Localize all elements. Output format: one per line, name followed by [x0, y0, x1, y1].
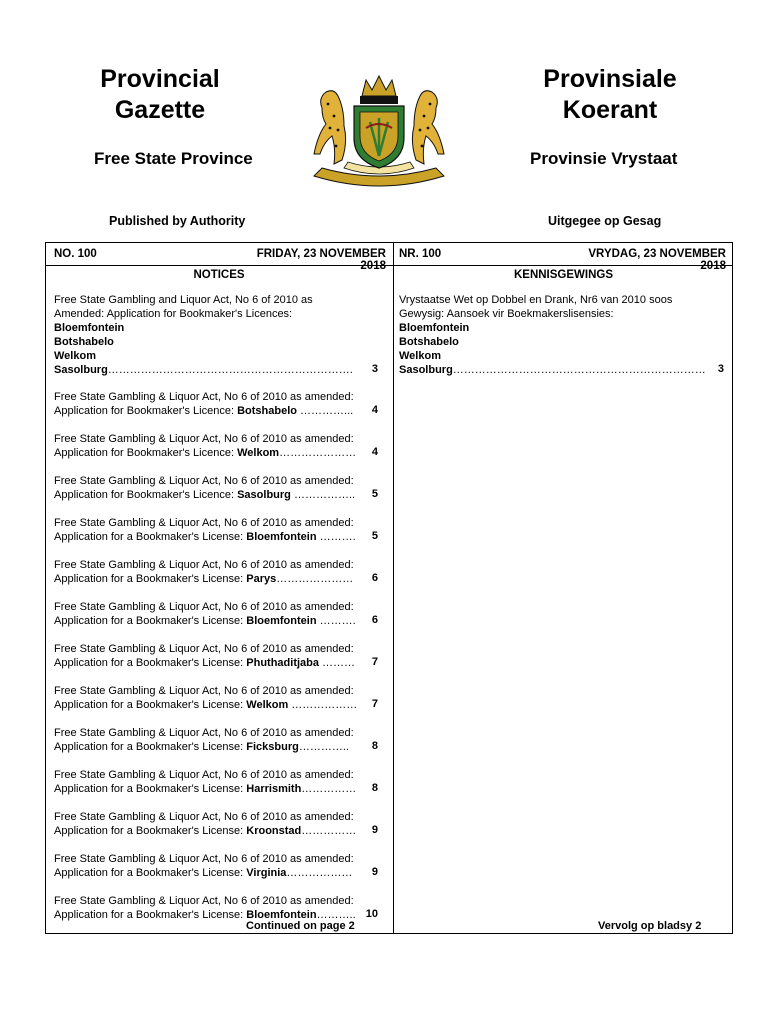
- leader-dots: ………..: [316, 909, 356, 921]
- kennisgewing-first-last-town: Sasolburg: [399, 364, 453, 376]
- left-issue-date: FRIDAY, 23 NOVEMBER 2018: [256, 248, 386, 272]
- notice-entry: [54, 726, 354, 754]
- notice-entry: [54, 558, 354, 586]
- left-title-line1: Provincial: [100, 65, 220, 93]
- notice-town: Ficksburg: [246, 741, 299, 753]
- notice-title-line: Free State Gambling & Liquor Act, No 6 of 2010 as amended:: [54, 433, 354, 445]
- notice-page-number: 5: [371, 488, 378, 500]
- notice-first: [54, 293, 384, 377]
- notice-title-line: Free State Gambling & Liquor Act, No 6 of 2010 as amended:: [54, 769, 354, 781]
- notice-application-line: [54, 572, 354, 586]
- notice-title-line: Free State Gambling & Liquor Act, No 6 of 2010 as amended:: [54, 475, 354, 487]
- leader-dots: ……………: [301, 783, 357, 795]
- leader-dots: …………………: [276, 573, 354, 585]
- notice-town: Kroonstad: [246, 825, 302, 837]
- left-title: [80, 64, 240, 126]
- left-authority: Published by Authority: [109, 214, 246, 228]
- kennisgewing-first-line1: Vrystaatse Wet op Dobbel en Drank, Nr6 van 2010 soos: [399, 294, 673, 306]
- column-divider: [393, 242, 394, 934]
- notice-application-line: [54, 488, 354, 502]
- notice-prefix: Application for Bookmaker's Licence:: [54, 405, 238, 417]
- notice-entry: [54, 390, 354, 418]
- notice-first-town: Bloemfontein: [54, 322, 125, 334]
- notice-entry: [54, 810, 357, 838]
- notice-application-line: [54, 740, 354, 754]
- right-authority: Uitgegee op Gesag: [548, 214, 662, 228]
- notice-application-line: [54, 698, 358, 712]
- kennisgewing-first-page: 3: [717, 363, 724, 375]
- notice-prefix: Application for a Bookmaker's License:: [54, 699, 247, 711]
- notice-prefix: Application for a Bookmaker's License:: [54, 909, 247, 921]
- notice-page-number: 6: [371, 614, 378, 626]
- leader-dots: ………………: [286, 867, 353, 879]
- notice-entry: [54, 642, 354, 670]
- notice-prefix: Application for Bookmaker's Licence:: [54, 489, 238, 501]
- leader-dots: …………...: [297, 405, 354, 417]
- right-province: Provinsie Vrystaat: [530, 149, 678, 168]
- notice-title-line: Free State Gambling & Liquor Act, No 6 of 2010 as amended:: [54, 559, 354, 571]
- leader-dots: ………………: [288, 699, 358, 711]
- notice-first-town: Botshabelo: [54, 336, 114, 348]
- notice-page-number: 10: [365, 908, 378, 920]
- kennisgewing-first: [399, 293, 724, 377]
- notice-title-line: Free State Gambling & Liquor Act, No 6 of 2010 as amended:: [54, 643, 354, 655]
- leader-dots: ………: [319, 657, 356, 669]
- kennisgewing-first-town: Bloemfontein: [399, 322, 470, 334]
- notice-prefix: Application for a Bookmaker's License:: [54, 867, 247, 879]
- notice-prefix: Application for Bookmaker's Licence:: [54, 447, 238, 459]
- notice-town: Harrismith: [246, 783, 302, 795]
- notice-entry: [54, 852, 354, 880]
- notice-title-line: Free State Gambling & Liquor Act, No 6 of 2010 as amended:: [54, 601, 354, 613]
- notice-town: Parys: [246, 573, 277, 585]
- notice-town: Bloemfontein: [246, 909, 317, 921]
- coat-of-arms-icon: [304, 68, 454, 198]
- notice-first-line2: Amended: Application for Bookmaker's Licences:: [54, 308, 293, 320]
- notice-first-page: 3: [371, 363, 378, 375]
- notice-town: Bloemfontein: [246, 531, 317, 543]
- notice-prefix: Application for a Bookmaker's License:: [54, 741, 247, 753]
- notice-page-number: 6: [371, 572, 378, 584]
- notice-title-line: Free State Gambling & Liquor Act, No 6 of 2010 as amended:: [54, 895, 354, 907]
- notices-heading: NOTICES: [193, 269, 245, 281]
- notice-first-town: Welkom: [54, 350, 96, 362]
- notice-town: Bloemfontein: [246, 615, 317, 627]
- notice-prefix: Application for a Bookmaker's License:: [54, 531, 247, 543]
- leader-dots: ……………..: [290, 489, 356, 501]
- leader-dots: …………..: [298, 741, 349, 753]
- notice-title-line: Free State Gambling & Liquor Act, No 6 of 2010 as amended:: [54, 727, 354, 739]
- notice-page-number: 9: [371, 866, 378, 878]
- notice-application-line: [54, 446, 357, 460]
- notice-title-line: Free State Gambling & Liquor Act, No 6 of 2010 as amended:: [54, 685, 354, 697]
- leader-dots: ………………………………………………………….: [107, 364, 353, 376]
- leader-dots: ……………………………………………………………: [452, 364, 706, 376]
- left-issue-number: NO. 100: [54, 248, 97, 260]
- notice-entry: [54, 474, 354, 502]
- leader-dots: ……….: [316, 531, 356, 543]
- notice-town: Virginia: [246, 867, 287, 879]
- notice-page-number: 9: [371, 824, 378, 836]
- notice-prefix: Application for a Bookmaker's License:: [54, 573, 247, 585]
- right-title: [520, 64, 700, 126]
- notice-first-last-line: [54, 363, 384, 377]
- notice-page-number: 4: [371, 446, 378, 458]
- kennisgewings-heading: KENNISGEWINGS: [513, 269, 614, 281]
- notice-town: Botshabelo: [237, 405, 297, 417]
- notice-entry: [54, 432, 357, 460]
- crest-crown: [362, 76, 396, 96]
- notice-page-number: 8: [371, 782, 378, 794]
- notice-prefix: Application for a Bookmaker's License:: [54, 615, 247, 627]
- leader-dots: …………………: [279, 447, 357, 459]
- notice-first-last-town: Sasolburg: [54, 364, 108, 376]
- left-title-line2: Gazette: [114, 96, 206, 124]
- right-issue-number: NR. 100: [399, 248, 442, 260]
- notice-page-number: 4: [371, 404, 378, 416]
- continued-right: Vervolg op bladsy 2: [598, 920, 702, 932]
- notice-entry: [54, 600, 354, 628]
- notice-title-line: Free State Gambling & Liquor Act, No 6 of 2010 as amended:: [54, 811, 354, 823]
- kennisgewing-first-last-line: [399, 363, 724, 377]
- kennisgewing-first-town: Botshabelo: [399, 336, 459, 348]
- notice-first-line1: Free State Gambling and Liquor Act, No 6 of 2010 as: [54, 294, 313, 306]
- notice-town: Welkom: [237, 447, 280, 459]
- notice-application-line: [54, 530, 354, 544]
- continued-left: Continued on page 2: [246, 920, 355, 932]
- leader-dots: ……….: [316, 615, 356, 627]
- notice-page-number: 7: [371, 656, 378, 668]
- left-province: Free State Province: [94, 149, 253, 168]
- kennisgewing-first-line2: Gewysig: Aansoek vir Boekmakerslisensies:: [399, 308, 614, 320]
- notice-title-line: Free State Gambling & Liquor Act, No 6 of 2010 as amended:: [54, 391, 354, 403]
- notice-application-line: [54, 656, 354, 670]
- right-issue-date: VRYDAG, 23 NOVEMBER 2018: [588, 248, 726, 272]
- notice-application-line: [54, 614, 354, 628]
- notice-page-number: 8: [371, 740, 378, 752]
- notice-page-number: 7: [371, 698, 378, 710]
- notice-application-line: [54, 866, 354, 880]
- notice-town: Phuthaditjaba: [246, 657, 319, 669]
- notice-application-line: [54, 782, 357, 796]
- notice-prefix: Application for a Bookmaker's License:: [54, 657, 247, 669]
- leader-dots: ……………: [301, 825, 357, 837]
- notice-application-line: [54, 824, 357, 838]
- notice-entry: [54, 684, 358, 712]
- notice-prefix: Application for a Bookmaker's License:: [54, 825, 247, 837]
- notice-title-line: Free State Gambling & Liquor Act, No 6 of 2010 as amended:: [54, 853, 354, 865]
- notice-page-number: 5: [371, 530, 378, 542]
- notice-entry: [54, 516, 354, 544]
- notice-title-line: Free State Gambling & Liquor Act, No 6 of 2010 as amended:: [54, 517, 354, 529]
- notice-entry: [54, 894, 354, 922]
- kennisgewing-first-town: Welkom: [399, 350, 441, 362]
- notice-entry: [54, 768, 357, 796]
- notice-town: Sasolburg: [237, 489, 291, 501]
- right-title-line1: Provinsiale: [543, 65, 677, 93]
- notice-application-line: [54, 404, 354, 418]
- right-title-line2: Koerant: [562, 96, 658, 124]
- notice-town: Welkom: [246, 699, 289, 711]
- notice-prefix: Application for a Bookmaker's License:: [54, 783, 247, 795]
